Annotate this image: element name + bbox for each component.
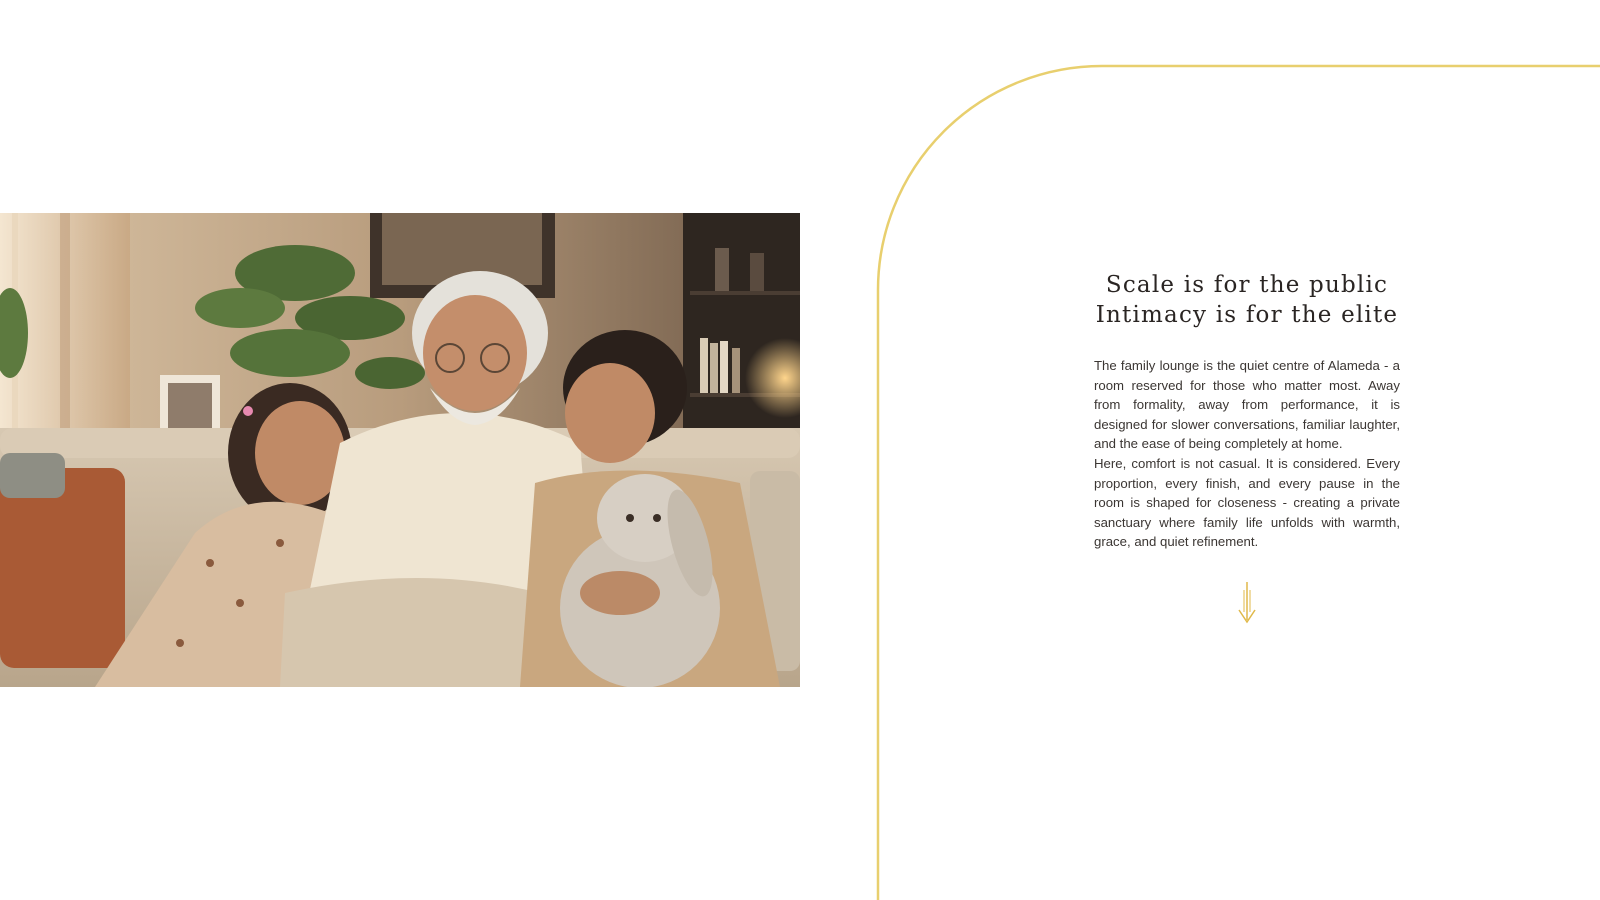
family-photo-illustration: [0, 213, 800, 687]
body-paragraph-2: Here, comfort is not casual. It is considered. Every proportion, every finish, and every pause in the room is shaped for closeness - creating a private sanctuary where family life unfolds with warmth, grace, and quiet refinement.: [1094, 455, 1400, 550]
text-block: [1094, 270, 1400, 552]
body-paragraph-1: The family lounge is the quiet centre of Alameda - a room reserved for those who matter most. Away from formality, away from performance, it is designed for slower conversations, familiar laughter, and the ease of being completely at home.: [1094, 358, 1400, 452]
headline: [1094, 270, 1400, 330]
headline-line-2: Intimacy is for the elite: [1095, 302, 1399, 328]
family-lounge-photo: [0, 213, 800, 687]
gold-down-arrow-icon: [1236, 580, 1258, 624]
headline-line-1: Scale is for the public: [1105, 272, 1389, 298]
